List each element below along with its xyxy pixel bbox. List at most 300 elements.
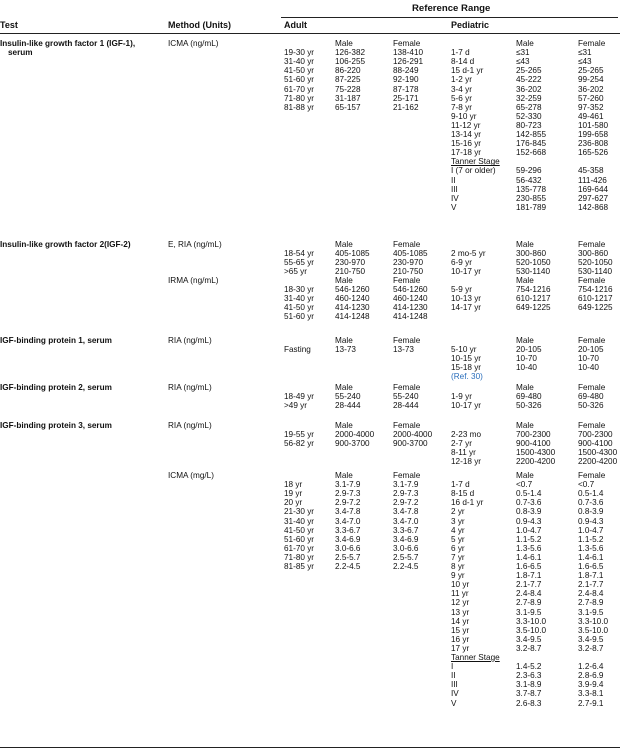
adult-female-value: 414-1230 (393, 303, 428, 313)
pediatric-female-value: 2.7-8.9 (578, 598, 604, 608)
pediatric-male-value: 0.9-4.3 (516, 516, 542, 526)
pediatric-age-group: 14-17 yr (451, 303, 482, 313)
pediatric-age-group: 5-6 yr (451, 93, 472, 103)
adult-age-group: 31-40 yr (284, 57, 315, 67)
adult-female-value: 405-1085 (393, 249, 428, 259)
pediatric-male-value: 2.7-8.9 (516, 598, 542, 608)
pediatric-female-value: 700-2300 (578, 430, 613, 440)
adult-male-value: 414-1230 (335, 303, 370, 313)
adult-female-value: 3.3-6.7 (393, 525, 419, 535)
adult-female-value: 3.4-7.0 (393, 516, 419, 526)
pediatric-age-group: 10 yr (451, 580, 470, 590)
tanner-stage: V (451, 202, 457, 212)
adult-age-group: 51-60 yr (284, 534, 315, 544)
adult-age-group: 19-55 yr (284, 430, 315, 440)
pediatric-female-value: 610-1217 (578, 294, 613, 304)
pediatric-female-value: 36-202 (578, 84, 604, 94)
adult-female-value: 230-970 (393, 258, 424, 268)
pediatric-male-value: ≤31 (516, 48, 530, 58)
header-rule (0, 33, 620, 34)
adult-age-group: 20 yr (284, 498, 303, 508)
adult-female-header: Female (393, 39, 421, 48)
test-column-header: Test (0, 20, 18, 30)
adult-male-value: 55-240 (335, 392, 361, 402)
pediatric-age-group: 15-16 yr (451, 139, 482, 149)
pediatric-male-header: Male (516, 276, 534, 285)
pediatric-age-group: 10-13 yr (451, 294, 482, 304)
adult-age-group: 71-80 yr (284, 552, 315, 562)
pediatric-female-value: 1.8-7.1 (578, 571, 604, 581)
pediatric-female-value: 2.1-7.7 (578, 580, 604, 590)
adult-age-group: 81-88 yr (284, 102, 315, 112)
method-units: ICMA (ng/mL) (168, 39, 219, 48)
adult-male-value: 106-255 (335, 57, 366, 67)
tanner-stage: II (451, 671, 456, 681)
pediatric-male-value: 2.4-8.4 (516, 589, 542, 599)
pediatric-male-value: 3.4-9.5 (516, 634, 542, 644)
adult-age-group: 61-70 yr (284, 84, 315, 94)
pediatric-female-header: Female (578, 39, 606, 48)
test-name: IGF-binding protein 3, serum (0, 421, 112, 430)
adult-age-group: 51-60 yr (284, 312, 315, 322)
pediatric-female-value: ≤43 (578, 57, 592, 67)
test-name: serum (8, 48, 33, 58)
pediatric-age-group: 2 yr (451, 507, 465, 517)
adult-female-header: Female (393, 421, 421, 430)
pediatric-age-group: 8-15 d (451, 489, 475, 499)
pediatric-age-group: 15 d-1 yr (451, 66, 484, 76)
adult-male-value: 3.1-7.9 (335, 480, 361, 490)
reference-range-heading: Reference Range (412, 3, 491, 14)
adult-female-value: 55-240 (393, 392, 419, 402)
pediatric-male-value: 20-105 (516, 345, 542, 355)
tanner-male-value: 59-296 (516, 166, 542, 176)
pediatric-age-group: 10-17 yr (451, 267, 482, 277)
adult-female-value: 2.2-4.5 (393, 562, 419, 571)
adult-age-group: 19-30 yr (284, 48, 315, 58)
pediatric-female-value: 3.3-10.0 (578, 616, 609, 626)
pediatric-female-header: Female (578, 336, 606, 345)
pediatric-age-group: 17 yr (451, 643, 470, 653)
adult-female-value: 2000-4000 (393, 430, 433, 440)
adult-female-value: 210-750 (393, 267, 424, 277)
method-units: RIA (ng/mL) (168, 336, 212, 345)
pediatric-age-group: 15 yr (451, 625, 470, 635)
pediatric-age-group: 9 yr (451, 571, 465, 581)
pediatric-age-group: 14 yr (451, 616, 470, 626)
adult-female-value: 2.9-7.2 (393, 498, 419, 508)
pediatric-age-group: 2-7 yr (451, 439, 472, 449)
pediatric-female-value: 1.4-6.1 (578, 552, 604, 562)
pediatric-male-value: 1.8-7.1 (516, 571, 542, 581)
pediatric-age-group: 1-2 yr (451, 75, 472, 85)
pediatric-age-group: 11 yr (451, 589, 469, 599)
pediatric-age-group: 12-18 yr (451, 457, 482, 467)
adult-male-value: 414-1248 (335, 312, 370, 322)
adult-age-group: 41-50 yr (284, 66, 315, 76)
adult-female-value: 13-73 (393, 345, 414, 355)
pediatric-female-value: 25-265 (578, 66, 604, 76)
adult-age-group: 56-82 yr (284, 439, 315, 449)
pediatric-male-value: 1.3-5.6 (516, 543, 542, 553)
tanner-stage: V (451, 698, 457, 708)
pediatric-female-header: Female (578, 276, 606, 285)
pediatric-age-group: 8 yr (451, 562, 465, 571)
adult-male-header: Male (335, 240, 353, 249)
adult-male-header: Male (335, 383, 353, 392)
pediatric-female-value: 3.4-9.5 (578, 634, 604, 644)
pediatric-female-value: 1.1-5.2 (578, 534, 604, 544)
adult-age-group: 31-40 yr (284, 516, 315, 526)
adult-age-group: 81-85 yr (284, 562, 315, 571)
tanner-male-value: 56-432 (516, 175, 542, 185)
pediatric-age-group: 1-7 d (451, 480, 470, 490)
adult-male-value: 2.5-5.7 (335, 552, 361, 562)
adult-age-group: 61-70 yr (284, 543, 315, 553)
pediatric-male-value: 3.1-9.5 (516, 607, 542, 617)
test-name: Insulin-like growth factor 1 (IGF-1), (0, 39, 136, 48)
pediatric-male-value: 10-70 (516, 354, 537, 364)
pediatric-female-header: Female (578, 421, 606, 430)
adult-age-group: >65 yr (284, 267, 307, 277)
pediatric-female-value: 69-480 (578, 392, 604, 402)
pediatric-age-group: 3-4 yr (451, 84, 472, 94)
adult-male-value: 2000-4000 (335, 430, 375, 440)
method-column-header: Method (Units) (168, 20, 231, 30)
pediatric-female-header: Female (578, 383, 606, 392)
pediatric-male-value: 649-1225 (516, 303, 551, 313)
method-units: RIA (ng/mL) (168, 421, 212, 430)
pediatric-male-value: 754-1216 (516, 285, 551, 295)
pediatric-age-group: 9-10 yr (451, 111, 477, 121)
adult-male-value: 2.2-4.5 (335, 562, 361, 571)
pediatric-female-value: 0.9-4.3 (578, 516, 604, 526)
adult-female-value: 414-1248 (393, 312, 428, 322)
pediatric-age-group: 8-14 d (451, 57, 475, 67)
test-name: IGF-binding protein 2, serum (0, 383, 112, 392)
pediatric-male-value: 0.8-3.9 (516, 507, 542, 517)
adult-female-value: 25-171 (393, 93, 419, 103)
tanner-female-value: 3.9-9.4 (578, 680, 604, 690)
adult-male-value: 65-157 (335, 102, 361, 112)
pediatric-female-value: 649-1225 (578, 303, 613, 313)
tanner-female-value: 142-868 (578, 202, 609, 212)
tanner-stage: IV (451, 193, 459, 203)
pediatric-male-value: 610-1217 (516, 294, 551, 304)
pediatric-male-value: 176-845 (516, 139, 547, 149)
pediatric-age-group: 5-10 yr (451, 345, 477, 355)
tanner-stage: I (451, 662, 454, 672)
method-units: E, RIA (ng/mL) (168, 240, 222, 249)
pediatric-age-group: 15-18 yr (451, 363, 482, 373)
tanner-male-value: 2.3-6.3 (516, 671, 542, 681)
adult-male-value: 460-1240 (335, 294, 370, 304)
adult-male-value: 3.0-6.6 (335, 543, 361, 553)
adult-male-header: Male (335, 471, 353, 480)
adult-age-group: 21-30 yr (284, 507, 315, 517)
pediatric-male-value: <0.7 (516, 480, 533, 490)
pediatric-male-header: Male (516, 336, 534, 345)
adult-male-header: Male (335, 39, 353, 48)
adult-female-value: 92-190 (393, 75, 419, 85)
pediatric-male-value: 45-222 (516, 75, 542, 85)
test-name: Insulin-like growth factor 2(IGF-2) (0, 240, 131, 249)
pediatric-male-value: 52-330 (516, 111, 542, 121)
tanner-stage: II (451, 175, 456, 185)
adult-female-value: 2.5-5.7 (393, 552, 419, 562)
pediatric-male-value: ≤43 (516, 57, 530, 67)
adult-male-value: 230-970 (335, 258, 366, 268)
pediatric-male-value: 10-40 (516, 363, 537, 373)
adult-female-value: 138-410 (393, 48, 424, 58)
pediatric-male-value: 1500-4300 (516, 448, 556, 458)
adult-male-value: 75-228 (335, 84, 361, 94)
adult-female-value: 3.4-7.8 (393, 507, 419, 517)
tanner-female-value: 111-426 (578, 175, 607, 185)
adult-age-group: 18-30 yr (284, 285, 315, 295)
adult-male-value: 2.9-7.2 (335, 498, 361, 508)
pediatric-female-value: 2200-4200 (578, 457, 618, 467)
tanner-female-value: 2.7-9.1 (578, 698, 604, 708)
pediatric-age-group: 10-17 yr (451, 401, 482, 411)
pediatric-female-value: 199-658 (578, 130, 609, 139)
pediatric-age-group: 2-23 mo (451, 430, 482, 440)
pediatric-female-value: 0.8-3.9 (578, 507, 604, 517)
adult-female-header: Female (393, 383, 421, 392)
adult-age-group: 55-65 yr (284, 258, 315, 268)
pediatric-age-group: 17-18 yr (451, 148, 482, 158)
pediatric-age-group: 10-15 yr (451, 354, 482, 364)
pediatric-age-group: 2 mo-5 yr (451, 249, 486, 259)
adult-age-group: 71-80 yr (284, 93, 315, 103)
adult-male-value: 405-1085 (335, 249, 370, 259)
pediatric-male-value: 520-1050 (516, 258, 551, 268)
pediatric-age-group: 12 yr (451, 598, 470, 608)
adult-female-value: 3.0-6.6 (393, 543, 419, 553)
adult-female-value: 2.9-7.3 (393, 489, 419, 499)
pediatric-female-value: 900-4100 (578, 439, 613, 449)
pediatric-male-value: 0.7-3.6 (516, 498, 542, 508)
pediatric-female-value: 97-352 (578, 102, 604, 112)
adult-male-value: 126-382 (335, 48, 366, 58)
pediatric-male-value: 69-480 (516, 392, 542, 402)
adult-male-value: 210-750 (335, 267, 366, 277)
pediatric-female-value: <0.7 (578, 480, 595, 490)
pediatric-age-group: 1-7 d (451, 48, 470, 58)
adult-age-group: >49 yr (284, 401, 307, 411)
adult-age-group: Fasting (284, 345, 311, 355)
pediatric-male-value: 36-202 (516, 84, 542, 94)
pediatric-male-header: Male (516, 39, 534, 48)
pediatric-female-value: 50-326 (578, 401, 604, 411)
tanner-female-value: 3.3-8.1 (578, 689, 604, 699)
pediatric-male-value: 0.5-1.4 (516, 489, 542, 499)
method-units: RIA (ng/mL) (168, 383, 212, 392)
adult-age-group: 41-50 yr (284, 303, 315, 313)
adult-male-value: 31-187 (335, 93, 361, 103)
adult-male-header: Male (335, 336, 353, 345)
pediatric-female-value: 754-1216 (578, 285, 613, 295)
pediatric-male-value: 32-259 (516, 93, 542, 103)
adult-male-value: 3.4-7.0 (335, 516, 361, 526)
adult-female-header: Female (393, 240, 421, 249)
tanner-male-value: 181-789 (516, 202, 547, 212)
pediatric-female-value: 1.0-4.7 (578, 525, 604, 535)
pediatric-male-header: Male (516, 421, 534, 430)
pediatric-male-header: Male (516, 240, 534, 249)
tanner-male-value: 2.6-8.3 (516, 698, 542, 708)
adult-female-value: 87-178 (393, 84, 419, 94)
pediatric-male-value: 3.2-8.7 (516, 643, 542, 653)
adult-female-value: 88-249 (393, 66, 419, 76)
tanner-male-value: 230-855 (516, 193, 547, 203)
pediatric-age-group: 3 yr (451, 516, 465, 526)
pediatric-male-value: 530-1140 (516, 267, 550, 277)
pediatric-female-value: 10-70 (578, 354, 599, 364)
pediatric-male-value: 152-668 (516, 148, 547, 158)
pediatric-male-value: 1.4-6.1 (516, 552, 542, 562)
tanner-male-value: 3.7-8.7 (516, 689, 542, 699)
tanner-female-value: 169-644 (578, 184, 609, 194)
adult-female-header: Female (393, 276, 421, 285)
adult-male-value: 28-444 (335, 401, 361, 411)
pediatric-male-value: 142-855 (516, 130, 547, 139)
adult-column-header: Adult (284, 20, 307, 30)
pediatric-age-group: 5 yr (451, 534, 465, 544)
adult-female-value: 3.4-6.9 (393, 534, 419, 544)
adult-male-value: 3.4-6.9 (335, 534, 361, 544)
pediatric-male-value: 300-860 (516, 249, 547, 259)
pediatric-male-value: 1.6-6.5 (516, 562, 542, 571)
tanner-stage: IV (451, 689, 459, 699)
pediatric-male-value: 65-278 (516, 102, 542, 112)
pediatric-male-value: 2200-4200 (516, 457, 556, 467)
tanner-female-value: 1.2-6.4 (578, 662, 604, 672)
pediatric-female-value: 520-1050 (578, 258, 613, 268)
pediatric-age-group: 1-9 yr (451, 392, 472, 402)
pediatric-female-value: 165-526 (578, 148, 609, 158)
adult-male-header: Male (335, 421, 353, 430)
pediatric-female-value: 3.5-10.0 (578, 625, 609, 635)
pediatric-age-group: 13 yr (451, 607, 470, 617)
pediatric-female-value: 1.3-5.6 (578, 543, 604, 553)
pediatric-female-value: 1500-4300 (578, 448, 618, 458)
adult-female-header: Female (393, 471, 421, 480)
adult-male-value: 900-3700 (335, 439, 370, 449)
pediatric-male-value: 50-326 (516, 401, 542, 411)
adult-age-group: 19 yr (284, 489, 303, 499)
pediatric-age-group: 8-11 yr (451, 448, 476, 458)
adult-female-value: 460-1240 (393, 294, 428, 304)
pediatric-male-value: 1.0-4.7 (516, 525, 542, 535)
pediatric-female-value: 10-40 (578, 363, 599, 373)
pediatric-female-value: 530-1140 (578, 267, 612, 277)
pediatric-age-group: 13-14 yr (451, 130, 482, 139)
adult-age-group: 18-54 yr (284, 249, 315, 259)
pediatric-age-group: 5-9 yr (451, 285, 472, 295)
adult-male-value: 3.3-6.7 (335, 525, 361, 535)
pediatric-male-value: 700-2300 (516, 430, 551, 440)
adult-female-header: Female (393, 336, 421, 345)
adult-female-value: 126-291 (393, 57, 424, 67)
pediatric-age-group: 7 yr (451, 552, 465, 562)
pediatric-female-value: 3.1-9.5 (578, 607, 604, 617)
pediatric-age-group: 11-12 yr (451, 120, 481, 130)
adult-male-value: 3.4-7.8 (335, 507, 361, 517)
adult-male-header: Male (335, 276, 353, 285)
pediatric-female-value: 0.7-3.6 (578, 498, 604, 508)
pediatric-female-value: 1.6-6.5 (578, 562, 604, 571)
adult-age-group: 31-40 yr (284, 294, 315, 304)
method-units: ICMA (mg/L) (168, 471, 214, 480)
pediatric-male-value: 80-723 (516, 120, 542, 130)
tanner-male-value: 135-778 (516, 184, 547, 194)
pediatric-male-value: 2.1-7.7 (516, 580, 542, 590)
pediatric-male-value: 1.1-5.2 (516, 534, 542, 544)
adult-age-group: 18 yr (284, 480, 303, 490)
bottom-rule (0, 747, 620, 748)
pediatric-age-group: 16 yr (451, 634, 470, 644)
pediatric-male-header: Male (516, 383, 534, 392)
pediatric-age-group: 6 yr (451, 543, 465, 553)
tanner-stage-heading: Tanner Stage (451, 157, 500, 167)
adult-male-value: 87-225 (335, 75, 361, 85)
pediatric-age-group: 4 yr (451, 525, 465, 535)
pediatric-male-header: Male (516, 471, 534, 480)
pediatric-age-group: 6-9 yr (451, 258, 472, 268)
adult-male-value: 2.9-7.3 (335, 489, 361, 499)
method-units: IRMA (ng/mL) (168, 276, 219, 285)
pediatric-female-value: 236-808 (578, 139, 609, 149)
pediatric-male-value: 900-4100 (516, 439, 551, 449)
pediatric-age-group: 16 d-1 yr (451, 498, 484, 508)
pediatric-age-group: 7-8 yr (451, 102, 472, 112)
pediatric-column-header: Pediatric (451, 20, 490, 30)
pediatric-female-value: 300-860 (578, 249, 609, 259)
adult-female-value: 900-3700 (393, 439, 428, 449)
pediatric-female-value: 3.2-8.7 (578, 643, 604, 653)
adult-female-value: 546-1260 (393, 285, 428, 295)
tanner-stage: III (451, 680, 458, 690)
adult-female-value: 28-444 (393, 401, 419, 411)
pediatric-female-value: 20-105 (578, 345, 604, 355)
tanner-stage-heading: Tanner Stage (451, 653, 500, 662)
adult-age-group: 51-60 yr (284, 75, 315, 85)
tanner-male-value: 1.4-5.2 (516, 662, 542, 672)
pediatric-female-value: 101-580 (578, 120, 609, 130)
adult-female-value: 3.1-7.9 (393, 480, 419, 490)
pediatric-female-header: Female (578, 471, 606, 480)
adult-female-value: 21-162 (393, 102, 419, 112)
tanner-stage: III (451, 184, 458, 194)
header-subrule (281, 17, 618, 18)
pediatric-female-value: 2.4-8.4 (578, 589, 604, 599)
pediatric-female-value: 57-260 (578, 93, 604, 103)
pediatric-male-value: 25-265 (516, 66, 542, 76)
pediatric-female-header: Female (578, 240, 606, 249)
pediatric-male-value: 3.5-10.0 (516, 625, 547, 635)
pediatric-female-value: 99-254 (578, 75, 604, 85)
pediatric-female-value: ≤31 (578, 48, 592, 58)
adult-age-group: 41-50 yr (284, 525, 315, 535)
adult-male-value: 13-73 (335, 345, 356, 355)
pediatric-female-value: 49-461 (578, 111, 604, 121)
adult-age-group: 18-49 yr (284, 392, 315, 402)
tanner-female-value: 297-627 (578, 193, 609, 203)
pediatric-female-value: 0.5-1.4 (578, 489, 604, 499)
reference-link: (Ref. 30) (451, 372, 483, 382)
pediatric-male-value: 3.3-10.0 (516, 616, 547, 626)
